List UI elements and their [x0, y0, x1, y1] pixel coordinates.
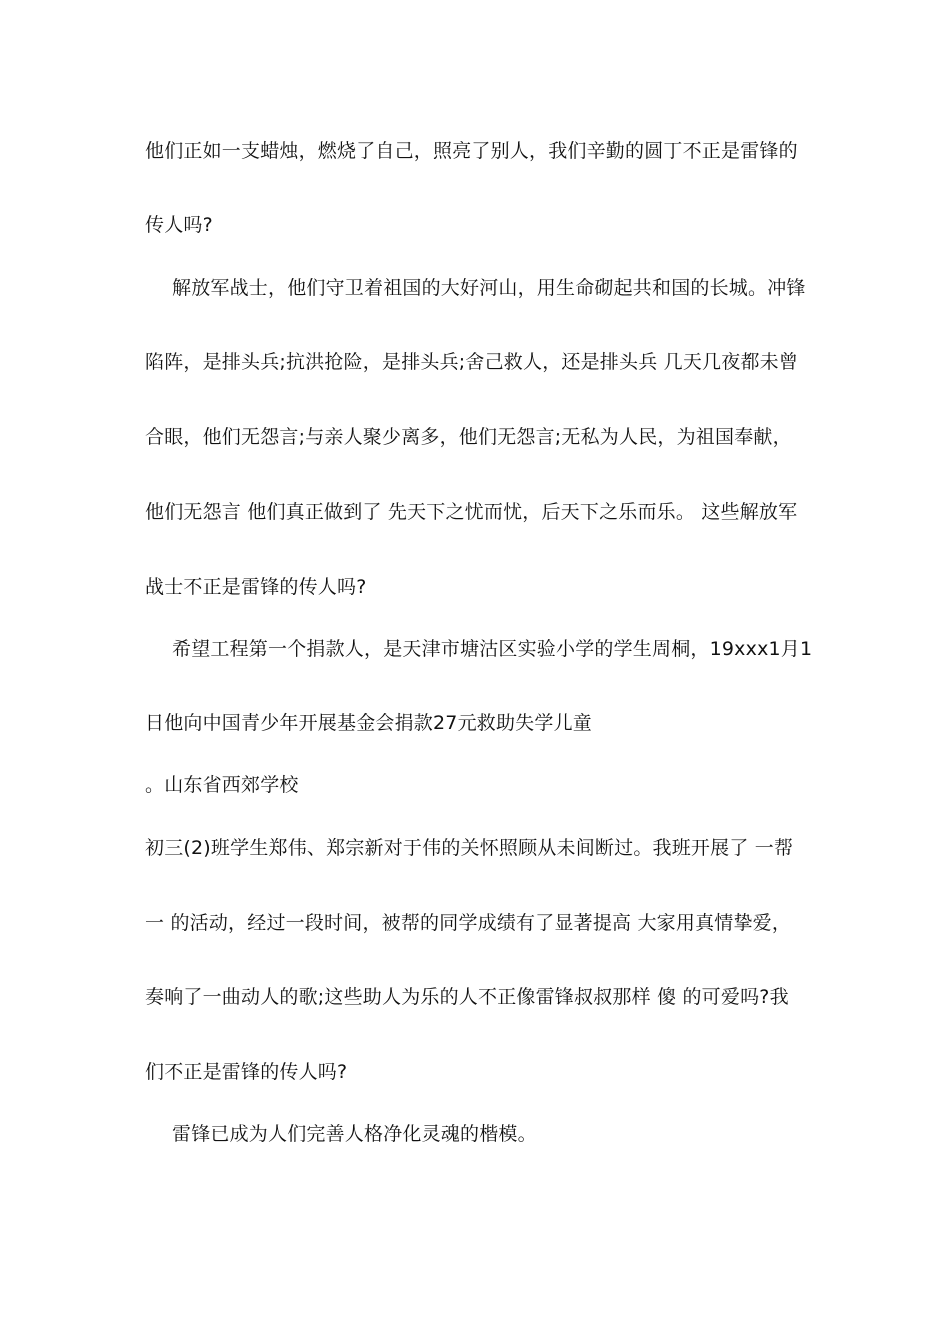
text-line-5: 合眼，他们无怨言;与亲人聚少离多，他们无怨言;无私为人民，为祖国奉献，: [145, 426, 792, 448]
text-line-10: 。山东省西郊学校: [145, 774, 299, 796]
text-line-8: 希望工程第一个捐款人，是天津市塘沽区实验小学的学生周桐，19xxx1月1: [172, 638, 813, 660]
text-line-6: 他们无怨言 他们真正做到了 先天下之忧而忧，后天下之乐而乐。 这些解放军: [145, 501, 798, 523]
text-line-1: 他们正如一支蜡烛，燃烧了自己，照亮了别人，我们辛勤的圆丁不正是雷锋的: [145, 140, 798, 162]
text-line-11: 初三(2)班学生郑伟、郑宗新对于伟的关怀照顾从未间断过。我班开展了 一帮: [145, 837, 794, 859]
text-line-3: 解放军战士，他们守卫着祖国的大好河山，用生命砌起共和国的长城。冲锋: [172, 277, 806, 299]
text-line-9: 日他向中国青少年开展基金会捐款27元救助失学儿童: [145, 712, 592, 734]
text-line-7: 战士不正是雷锋的传人吗?: [145, 576, 367, 598]
text-line-12: 一 的活动，经过一段时间，被帮的同学成绩有了显著提高 大家用真情挚爱，: [145, 912, 792, 934]
text-line-14: 们不正是雷锋的传人吗?: [145, 1061, 348, 1083]
text-line-13: 奏响了一曲动人的歌;这些助人为乐的人不正像雷锋叔叔那样 傻 的可爱吗?我: [145, 986, 789, 1008]
text-line-15: 雷锋已成为人们完善人格净化灵魂的楷模。: [172, 1123, 537, 1145]
text-line-4: 陷阵，是排头兵;抗洪抢险，是排头兵;舍己救人，还是排头兵 几天几夜都未曾: [145, 351, 799, 373]
text-line-2: 传人吗?: [145, 214, 213, 236]
